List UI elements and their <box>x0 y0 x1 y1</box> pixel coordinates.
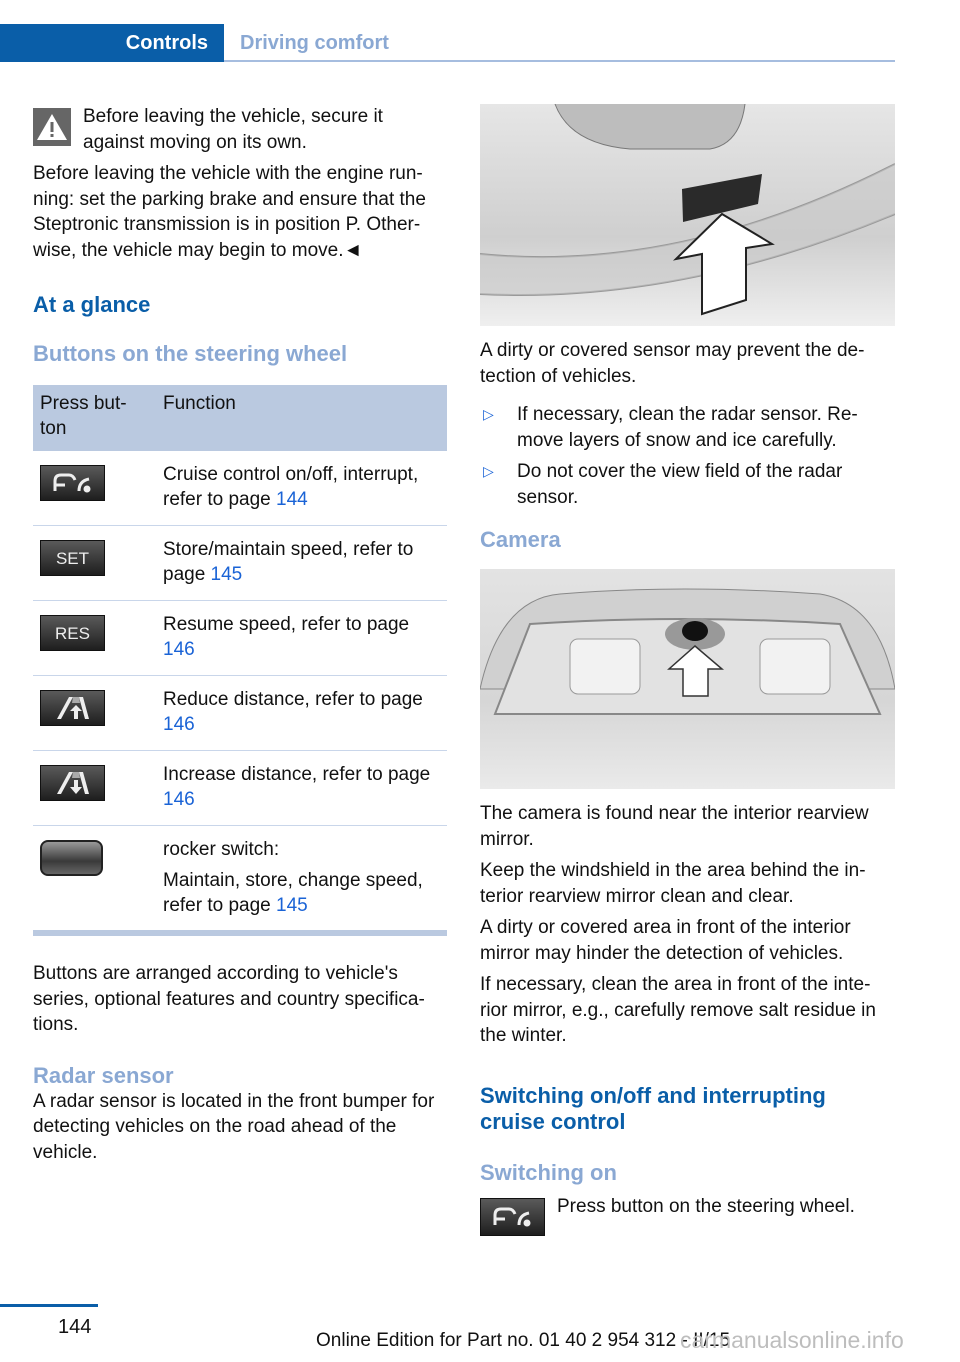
radar-sensor-illustration <box>480 104 895 326</box>
radar-caption: A dirty or covered sensor may prevent the de- tection of vehicles. <box>480 340 865 387</box>
bullet-triangle-icon: ▷ <box>483 406 494 422</box>
chapter-header <box>0 22 895 62</box>
heading-camera: Camera <box>480 527 561 552</box>
right-column <box>480 104 895 1236</box>
row-text: Reduce distance, refer to page <box>163 689 423 710</box>
page-link[interactable]: 144 <box>276 489 308 510</box>
row-text: Maintain, store, change speed, refer to page <box>163 870 423 916</box>
cruise-control-icon <box>480 1198 545 1236</box>
steering-buttons-table <box>33 385 447 936</box>
chapter-tab-controls[interactable]: Controls <box>0 24 224 62</box>
camera-dirty-text: A dirty or covered area in front of the interior mirror may hinder the detection of vehicles. <box>480 917 851 964</box>
table-row <box>33 526 447 601</box>
page-link[interactable]: 145 <box>276 895 308 916</box>
table-row <box>33 751 447 826</box>
switch-on-instruction <box>480 1194 895 1236</box>
rocker-switch-icon <box>40 840 103 876</box>
warning-body: Before leaving the vehicle with the engine run- ning: set the parking brake and ensure that the Steptronic transmission is in position P. Other- wise, the vehicle may begin to move.◄ <box>33 163 426 261</box>
heading-radar-sensor: Radar sensor <box>33 1062 174 1088</box>
page-link[interactable]: 145 <box>210 564 243 585</box>
bullet-triangle-icon: ▷ <box>483 463 494 479</box>
buttons-note: Buttons are arranged according to vehicle's series, optional features and country specifica- tions. <box>33 963 425 1035</box>
radar-instructions <box>480 402 895 510</box>
table-row <box>33 676 447 751</box>
bullet-text: If necessary, clean the radar sensor. Re- move layers of snow and ice carefully. <box>517 404 858 451</box>
row-text: Store/maintain speed, refer to page <box>163 539 414 585</box>
set-button-icon: SET <box>40 540 105 576</box>
section-tab-driving-comfort[interactable]: Driving comfort <box>240 32 389 54</box>
warning-triangle-icon <box>33 108 71 146</box>
list-item <box>480 459 895 510</box>
page-link[interactable]: 146 <box>163 714 195 735</box>
column-header-function: Function <box>156 385 447 451</box>
table-row <box>33 601 447 676</box>
switch-on-text: Press button on the steering wheel. <box>557 1195 855 1217</box>
page-number: 144 <box>58 1316 92 1338</box>
heading-buttons-steering-wheel: Buttons on the steering wheel <box>33 341 348 366</box>
footer-rule <box>0 1304 98 1307</box>
res-button-icon: RES <box>40 615 105 651</box>
heading-switching-on: Switching on <box>480 1159 617 1185</box>
reduce-distance-icon <box>40 690 105 726</box>
radar-text: A radar sensor is located in the front bumper for detecting vehicles on the road ahead of the vehicle. <box>33 1090 435 1163</box>
camera-keep-clear-text: Keep the windshield in the area behind the in- terior rearview mirror clean and clear. <box>480 860 866 907</box>
row-text: Resume speed, refer to page <box>163 614 410 635</box>
watermark: carmanualsonline.info <box>680 1327 904 1353</box>
cruise-control-icon <box>40 465 105 501</box>
heading-at-a-glance: At a glance <box>33 292 151 317</box>
left-column <box>33 104 447 1165</box>
camera-clean-text: If necessary, clean the area in front of the inte- rior mirror, e.g., carefully remove salt residue in the winter. <box>480 974 876 1046</box>
warning-text: Before leaving the vehicle, secure it against moving on its own. <box>83 106 383 153</box>
increase-distance-icon <box>40 765 105 801</box>
edition-text: Online Edition for Part no. 01 40 2 954 312 - II/15 <box>316 1330 731 1351</box>
warning-note <box>33 104 447 155</box>
camera-illustration <box>480 569 895 789</box>
row-text: Cruise control on/off, interrupt, refer to page <box>163 464 419 510</box>
table-header-row <box>33 385 447 451</box>
bullet-text: Do not cover the view field of the radar sensor. <box>517 461 843 508</box>
camera-location-text: The camera is found near the interior rearview mirror. <box>480 803 869 850</box>
heading-switching-on-off: Switching on/off and interrupting cruise control <box>480 1082 826 1134</box>
header-divider <box>224 60 895 62</box>
table-row <box>33 826 447 934</box>
list-item <box>480 402 895 453</box>
row-title: rocker switch: <box>163 839 280 860</box>
row-text: Increase distance, refer to page <box>163 764 431 785</box>
page-link[interactable]: 146 <box>163 789 195 810</box>
page-link[interactable]: 146 <box>163 639 195 660</box>
table-row <box>33 451 447 526</box>
column-header-press-button: Press but- ton <box>33 385 156 451</box>
